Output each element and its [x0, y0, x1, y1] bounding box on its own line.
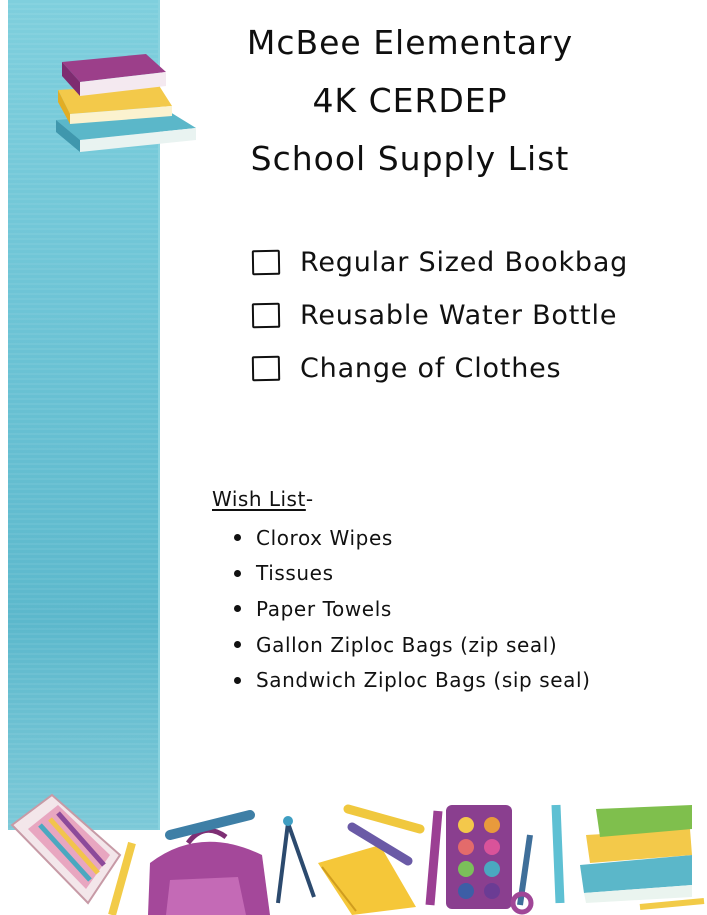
books-stack-icon — [50, 50, 200, 160]
page-title — [210, 14, 610, 188]
list-item — [234, 556, 591, 592]
bullet-icon — [234, 677, 241, 684]
bullet-icon — [234, 605, 241, 612]
bullet-icon — [234, 641, 241, 648]
checklist-label: Change of Clothes — [300, 353, 562, 384]
wish-list-heading-dash: - — [305, 487, 314, 511]
wish-item-label: Tissues — [256, 561, 334, 586]
wish-item-label: Gallon Ziploc Bags (zip seal) — [256, 632, 558, 657]
title-line-3: School Supply List — [250, 139, 570, 178]
checklist-item — [252, 289, 692, 342]
wish-list — [234, 520, 591, 698]
list-item — [234, 591, 591, 627]
title-line-2: 4K CERDEP — [312, 81, 508, 120]
wish-list-heading-text: Wish List — [212, 487, 306, 511]
checkbox-change-of-clothes[interactable] — [252, 356, 280, 381]
bullet-icon — [234, 570, 241, 577]
list-item — [234, 662, 591, 698]
bullet-icon — [234, 534, 241, 541]
checkbox-water-bottle[interactable] — [252, 303, 280, 328]
list-item — [234, 520, 591, 556]
title-line-1: McBee Elementary — [246, 23, 574, 62]
wish-item-label: Sandwich Ziploc Bags (sip seal) — [256, 668, 591, 693]
checklist-label: Regular Sized Bookbag — [300, 247, 629, 278]
wish-item-label: Paper Towels — [256, 596, 392, 621]
wish-item-label: Clorox Wipes — [256, 525, 393, 550]
checklist-item — [252, 342, 692, 395]
checkbox-bookbag[interactable] — [252, 250, 280, 275]
checklist-item — [252, 236, 692, 289]
list-item — [234, 627, 591, 663]
checklist-label: Reusable Water Bottle — [300, 300, 618, 331]
school-supplies-illustration — [0, 785, 707, 915]
wish-list-heading — [212, 487, 314, 511]
supply-checklist — [252, 236, 692, 395]
